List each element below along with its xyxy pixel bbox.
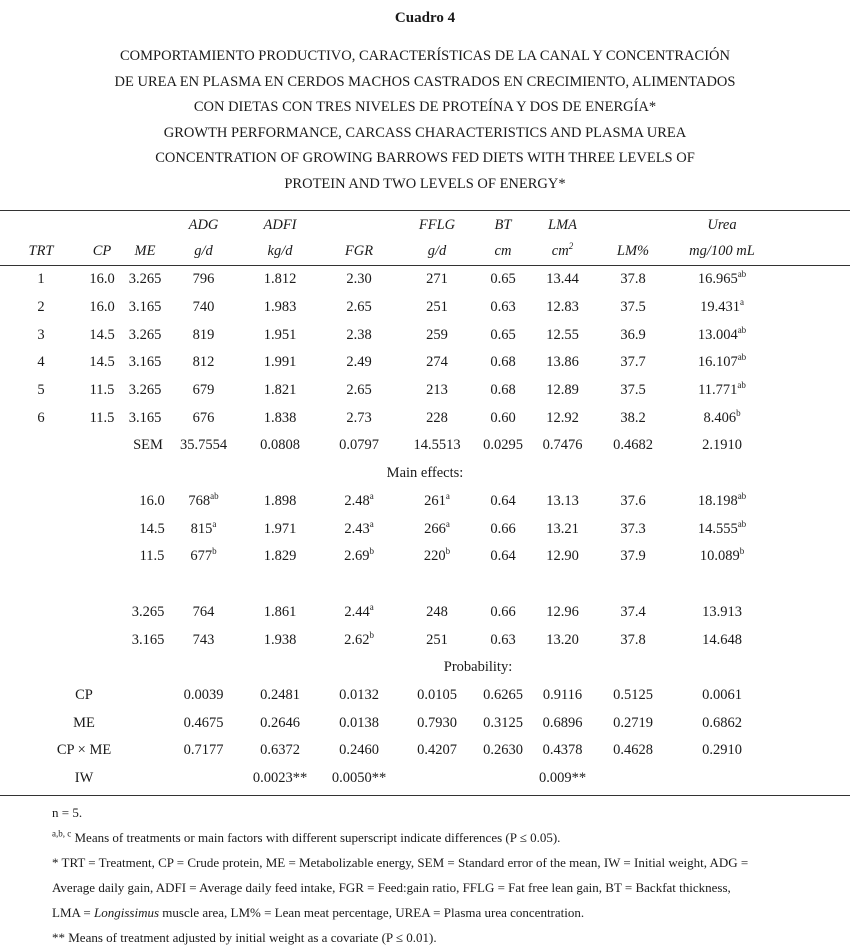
header-row-top xyxy=(0,212,850,238)
cell-urea: 16.107$^{ab}$ xyxy=(697,352,747,371)
cell-adfi: 0.0023** xyxy=(252,770,308,787)
cell-lma: 12.55 xyxy=(546,326,579,343)
probability-row xyxy=(0,709,850,737)
cell-fgr: 2.44$^a$ xyxy=(344,602,374,620)
cell-label: 3.165 xyxy=(131,631,165,648)
col-adfi-unit: kg/d xyxy=(267,243,293,259)
cell-lm: 37.8 xyxy=(620,631,646,648)
cell-adfi: 1.938 xyxy=(263,631,297,648)
cell-adfi: 1.971 xyxy=(263,520,297,537)
cell-label: 16.0 xyxy=(139,492,165,509)
cell-lm: 36.9 xyxy=(620,326,646,343)
cell-fflg: 251 xyxy=(426,299,448,316)
cell-cp: 14.5 xyxy=(89,354,115,371)
cell-fgr: 2.48$^a$ xyxy=(344,491,374,509)
col-me-label: ME xyxy=(134,243,156,259)
cell-urea: 14.555$^{ab}$ xyxy=(697,518,747,537)
cell-fgr: 0.0050** xyxy=(331,770,387,787)
cell-lm: 0.4682 xyxy=(613,437,653,454)
table-row xyxy=(0,404,850,432)
cell-adg: 743 xyxy=(192,631,215,648)
cell-lma: 0.9116 xyxy=(542,686,583,703)
cell-me: 3.165 xyxy=(128,299,162,316)
col-adfi: ADFI xyxy=(263,216,297,233)
table-row xyxy=(0,321,850,349)
cell-adfi: 1.898 xyxy=(263,492,297,509)
probability-row xyxy=(0,682,850,710)
cell-urea xyxy=(670,765,774,793)
cell-cp: 16.0 xyxy=(89,271,115,288)
cell-trt: 6 xyxy=(37,409,45,426)
cell-me: 3.265 xyxy=(128,382,162,399)
cell-adg: 676 xyxy=(192,409,215,426)
section-main-effects xyxy=(0,460,850,488)
cell-trt: 5 xyxy=(37,382,45,399)
cell-lma: 12.96 xyxy=(546,603,579,620)
probability-row xyxy=(0,737,850,765)
cell-lm: 37.7 xyxy=(620,354,646,371)
col-lm xyxy=(596,212,670,238)
col-urea: Urea xyxy=(707,216,737,233)
cell-adg: 679 xyxy=(192,382,215,399)
cell-bt: 0.3125 xyxy=(483,714,523,731)
cell-adfi: 1.829 xyxy=(263,548,297,565)
cell-lma: 0.6896 xyxy=(542,714,583,731)
cell-fflg: 261$^a$ xyxy=(424,491,450,509)
cell-adg: 740 xyxy=(192,299,215,316)
cell-fflg: 220$^b$ xyxy=(423,546,451,565)
title-line: GROWTH PERFORMANCE, CARCASS CHARACTERISTICS AND PLASMA UREA xyxy=(163,124,687,141)
cell-adg: 0.4675 xyxy=(183,714,224,731)
cell-adg: 796 xyxy=(192,271,215,288)
cell-adfi: 1.951 xyxy=(263,326,297,343)
cell-fflg: 251 xyxy=(426,631,448,648)
cell-lma: 13.86 xyxy=(546,354,579,371)
cell-fflg: 213 xyxy=(426,382,448,399)
col-bt: BT xyxy=(494,216,512,233)
cell-lma: 12.89 xyxy=(546,382,579,399)
cell-lma: 13.20 xyxy=(546,631,579,648)
cell-adg: 35.7554 xyxy=(179,437,228,454)
col-lma-unit: $cm^2$ xyxy=(551,241,574,259)
title-line: CONCENTRATION OF GROWING BARROWS FED DIETS WITH THREE LEVELS OF xyxy=(155,150,695,166)
results-table xyxy=(0,212,850,792)
sem-row xyxy=(0,432,850,460)
section-label: Probability: xyxy=(443,659,513,676)
col-trt xyxy=(0,212,82,238)
col-adg: ADG xyxy=(188,216,219,233)
probability-row xyxy=(0,765,850,793)
cell-fgr: 0.0138 xyxy=(339,714,379,731)
cell-fgr: 0.0797 xyxy=(339,437,379,454)
cell-adfi: 0.6372 xyxy=(260,742,300,759)
note-abbrev-3: LMA = Longissimus muscle area, LM% = Lean meat percentage, UREA = Plasma urea concentration. xyxy=(52,905,585,920)
cell-lma: 0.4378 xyxy=(542,742,583,759)
note-abbrev-1: * TRT = Treatment, CP = Crude protein, ME = Metabolizable energy, SEM = Standard error of the mean, IW = Initial weight, ADG = xyxy=(52,855,749,870)
col-fflg-unit: g/d xyxy=(427,243,447,259)
col-fgr-label: FGR xyxy=(344,243,374,259)
cell-adg: 764 xyxy=(192,603,215,620)
cell-lm: 37.9 xyxy=(620,548,646,565)
cell-lma: 13.13 xyxy=(546,492,579,509)
cell-me: 3.165 xyxy=(128,409,162,426)
cell-fgr: 2.65 xyxy=(346,382,372,399)
me-effect-row xyxy=(0,599,850,627)
cell-bt: 0.60 xyxy=(490,409,516,426)
cell-urea: 14.648 xyxy=(702,631,742,648)
cell-fflg: 259 xyxy=(426,326,448,343)
cell-adg: $768^{ab}$ xyxy=(188,491,219,509)
cell-adg xyxy=(168,765,239,793)
cell-fflg: 0.7930 xyxy=(417,714,457,731)
cell-adg: 819 xyxy=(192,326,215,343)
table-body xyxy=(0,266,850,792)
col-cp xyxy=(82,212,122,238)
cell-lm: 37.5 xyxy=(620,382,646,399)
cell-bt: 0.64 xyxy=(490,492,516,509)
header-row-bottom xyxy=(0,238,850,265)
cell-fflg: 0.4207 xyxy=(417,742,457,759)
cell-bt: 0.63 xyxy=(490,631,516,648)
cell-adfi: 1.812 xyxy=(263,271,297,288)
cell-adfi: 1.838 xyxy=(263,409,297,426)
cell-cp: 11.5 xyxy=(89,382,115,399)
cell-lma: 13.44 xyxy=(546,271,579,288)
col-fgr xyxy=(321,212,397,238)
cell-adg: 815$^a$ xyxy=(190,518,217,537)
note-superscripts: $^{a,b, c}$ Means of treatments or main factors with different superscript indicate differences (P ≤ 0.05). xyxy=(52,828,561,845)
cell-adfi: 1.991 xyxy=(263,354,297,371)
cell-adfi: 1.861 xyxy=(263,603,297,620)
cell-lma: 12.92 xyxy=(546,409,579,426)
cell-bt: 0.66 xyxy=(490,520,516,537)
cell-label: CP xyxy=(75,686,93,703)
col-lma: LMA xyxy=(548,216,577,233)
cell-urea: 19.431$^a$ xyxy=(700,297,744,316)
cell-fgr: 2.65 xyxy=(346,299,372,316)
col-adg-unit: g/d xyxy=(194,243,213,259)
cell-me: 3.265 xyxy=(128,271,162,288)
cell-lma: 0.009** xyxy=(538,770,587,787)
cell-bt: 0.6265 xyxy=(483,686,523,703)
cell-cp: 11.5 xyxy=(89,409,115,426)
table-number: Cuadro 4 xyxy=(394,10,456,26)
cell-lm: 37.3 xyxy=(620,520,646,537)
table-row xyxy=(0,294,850,322)
cell-bt: 0.66 xyxy=(490,603,516,620)
cell-adg: 677$^b$ xyxy=(190,546,217,565)
table-row xyxy=(0,377,850,405)
section-probability xyxy=(0,654,850,682)
cell-urea: 18.198$^{ab}$ xyxy=(697,491,747,509)
cell-fgr: 2.38 xyxy=(346,326,372,343)
cell-trt: 3 xyxy=(37,326,45,343)
cell-lma: 12.83 xyxy=(546,299,579,316)
col-fflg: FFLG xyxy=(418,216,456,233)
cell-me: 3.265 xyxy=(128,326,162,343)
cell-fgr: 2.73 xyxy=(346,409,372,426)
cell-trt: 2 xyxy=(37,299,45,316)
cell-fgr: 2.62$^b$ xyxy=(344,629,374,648)
cell-cp: 16.0 xyxy=(89,299,115,316)
cell-lma: 12.90 xyxy=(546,548,579,565)
cell-fgr: 2.49 xyxy=(346,354,372,371)
section-label: Main effects: xyxy=(386,465,464,482)
cell-lm: 38.2 xyxy=(620,409,646,426)
table-row xyxy=(0,266,850,294)
cell-bt: 0.65 xyxy=(490,326,516,343)
cell-bt: 0.68 xyxy=(490,354,516,371)
cell-fflg: 0.0105 xyxy=(417,686,457,703)
footnotes xyxy=(52,800,842,950)
cell-lma: 13.21 xyxy=(546,520,579,537)
cell-adfi: 0.2646 xyxy=(260,714,300,731)
col-trt-label: TRT xyxy=(28,243,54,259)
col-lm-label: LM% xyxy=(616,243,650,259)
title-line: PROTEIN AND TWO LEVELS OF ENERGY* xyxy=(284,175,566,192)
cell-lm: 37.8 xyxy=(620,271,646,288)
note-covariate: ** Means of treatment adjusted by initial weight as a covariate (P ≤ 0.01). xyxy=(52,930,437,945)
top-rule xyxy=(0,210,850,211)
cell-adg: 0.7177 xyxy=(183,742,224,759)
title-line: COMPORTAMIENTO PRODUCTIVO, CARACTERÍSTICAS DE LA CANAL Y CONCENTRACIÓN xyxy=(120,48,730,64)
cell-urea: 10.089$^b$ xyxy=(699,546,745,565)
cell-fflg: 271 xyxy=(426,271,448,288)
cell-adfi: 0.0808 xyxy=(260,437,300,454)
cp-effect-row xyxy=(0,515,850,543)
cell-lm xyxy=(596,765,670,793)
cell-trt: 1 xyxy=(37,271,45,288)
cell-lm: 37.5 xyxy=(620,299,646,316)
cell-cp: 14.5 xyxy=(89,326,115,343)
cell-fgr: 0.0132 xyxy=(339,686,379,703)
cell-lm: 37.4 xyxy=(620,603,646,620)
cell-urea: 0.0061 xyxy=(702,686,742,703)
cell-urea: 0.2910 xyxy=(702,742,742,759)
cell-fflg xyxy=(397,765,477,793)
table-row xyxy=(0,349,850,377)
cell-trt: 4 xyxy=(37,354,45,371)
cell-adg: 0.0039 xyxy=(183,686,224,703)
cell-bt: 0.65 xyxy=(490,271,516,288)
cell-label: 14.5 xyxy=(139,520,165,537)
cell-adfi: 0.2481 xyxy=(260,686,300,703)
cp-effect-row xyxy=(0,543,850,571)
cell-urea: 13.913 xyxy=(702,603,742,620)
cell-urea: 13.004$^{ab}$ xyxy=(697,324,747,343)
col-bt-unit: cm xyxy=(494,243,512,259)
cell-bt: 0.64 xyxy=(490,548,516,565)
col-cp-label: CP xyxy=(92,243,112,259)
note-abbrev-2: Average daily gain, ADFI = Average daily feed intake, FGR = Feed:gain ratio, FFLG = Fat free lean gain, BT = Backfat thickness, xyxy=(52,880,731,895)
cell-urea: 0.6862 xyxy=(702,714,742,731)
spacer-row xyxy=(0,571,850,599)
cell-urea: 8.406$^b$ xyxy=(703,407,741,426)
cell-fgr: 2.69$^b$ xyxy=(344,546,374,565)
cell-lm: 0.2719 xyxy=(613,714,653,731)
cell-fgr: 2.30 xyxy=(346,271,372,288)
cell-bt: 0.0295 xyxy=(483,437,523,454)
cell-bt: 0.2630 xyxy=(483,742,523,759)
cell-urea: 2.1910 xyxy=(702,437,742,454)
cell-urea: 16.965$^{ab}$ xyxy=(697,269,747,288)
cell-urea: 11.771$^{ab}$ xyxy=(698,380,746,399)
cell-fflg: 248 xyxy=(426,603,448,620)
cell-fflg: 274 xyxy=(426,354,448,371)
cell-label: 11.5 xyxy=(139,548,165,565)
col-urea-unit: mg/100 mL xyxy=(689,243,755,259)
me-effect-row xyxy=(0,626,850,654)
cell-bt: 0.63 xyxy=(490,299,516,316)
cell-fflg: 266$^a$ xyxy=(424,518,450,537)
cell-label: ME xyxy=(73,714,95,731)
bottom-rule xyxy=(0,795,850,796)
cell-me: 3.165 xyxy=(128,354,162,371)
cell-adfi: 1.821 xyxy=(263,382,297,399)
cp-effect-row xyxy=(0,488,850,516)
cell-adg: 812 xyxy=(192,354,215,371)
cell-bt: 0.68 xyxy=(490,382,516,399)
cell-fflg: 14.5513 xyxy=(413,437,461,454)
cell-label: CP × ME xyxy=(56,742,112,759)
cell-lm: 0.4628 xyxy=(613,742,653,759)
cell-bt xyxy=(477,765,529,793)
title-line: DE UREA EN PLASMA EN CERDOS MACHOS CASTRADOS EN CRECIMIENTO, ALIMENTADOS xyxy=(114,73,736,90)
cell-adfi: 1.983 xyxy=(263,299,297,316)
cell-label: IW xyxy=(74,770,94,787)
cell-lma: 0.7476 xyxy=(542,437,583,454)
cell-lm: 37.6 xyxy=(620,492,646,509)
cell-fflg: 228 xyxy=(426,409,448,426)
col-me xyxy=(122,212,168,238)
note-n: n = 5. xyxy=(52,805,83,820)
cell-fgr: 2.43$^a$ xyxy=(344,518,374,537)
cell-lm: 0.5125 xyxy=(613,686,653,703)
cell-label: SEM xyxy=(133,437,163,454)
cell-fgr: 0.2460 xyxy=(339,742,379,759)
cell-label: 3.265 xyxy=(131,603,165,620)
table-title xyxy=(0,44,850,197)
title-line: CON DIETAS CON TRES NIVELES DE PROTEÍNA Y DOS DE ENERGÍA* xyxy=(193,99,657,115)
